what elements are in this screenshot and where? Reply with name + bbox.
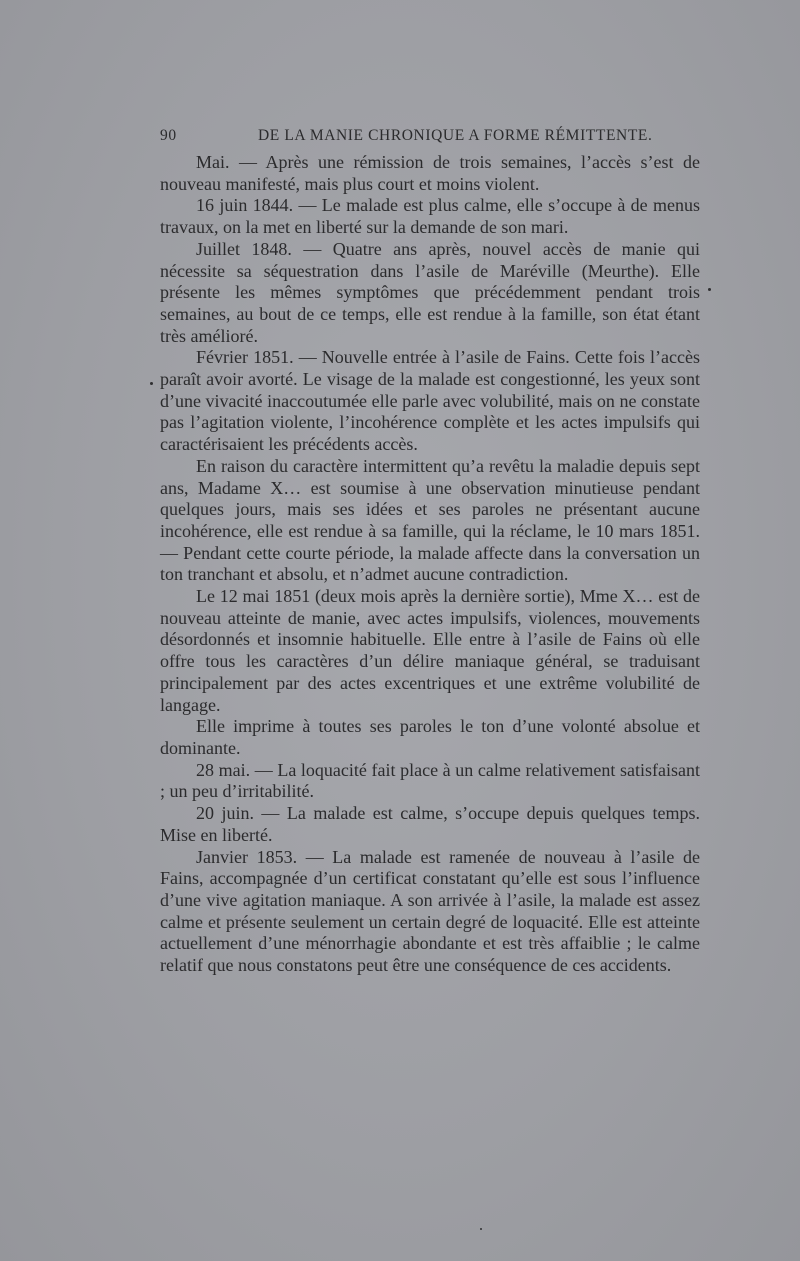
paragraph-june-20: 20 juin. — La malade est calme, s’occupe depuis quelques temps. Mise en liberté. — [160, 803, 700, 845]
paragraph-june-1844: 16 juin 1844. — Le malade est plus calme, elle s’occupe à de menus travaux, on la met en liberté sur la demande de son mari. — [160, 195, 700, 238]
page-header — [160, 127, 700, 149]
paragraph-may-28: 28 mai. — La loquacité fait place à un calme relativement satisfaisant ; un peu d’irritabilité. — [160, 759, 700, 802]
running-title: DE LA MANIE CHRONIQUE A FORME RÉMITTENTE. — [258, 127, 653, 144]
margin-speck — [480, 1228, 482, 1230]
paragraph-january-1853: Janvier 1853. — La malade est ramenée de nouveau à l’asile de Fains, accompagnée d’un certificat constatant qu’elle est sous l’influence d’une vive agitation maniaque. A son arrivée à l’asile, la malade est assez calme et présente seulement un certain degré de loquacité. Elle est atteinte actuellement d’une ménorrhagie abondante et est très affaiblie ; le calme relatif que nous constatons peut être une conséquence de ces accidents. — [160, 846, 700, 976]
paragraph-tone: Elle imprime à toutes ses paroles le ton d’une volonté absolue et dominante. — [160, 716, 700, 758]
paragraph-observation: En raison du caractère intermittent qu’a revêtu la maladie depuis sept ans, Madame X… est soumise à une observation minutieuse pendant quelques jours, mais ses idées et ses paroles ne présentant aucune incohérence, elle est rendue à sa famille, qui la réclame, le 10 mars 1851. — Pendant cette courte période, la malade affecte dans la conversation un ton tranchant et absolu, et n’admet aucune contradiction. — [160, 455, 700, 585]
margin-speck — [150, 382, 153, 385]
margin-speck — [708, 288, 711, 291]
paragraph-july-1848: Juillet 1848. — Quatre ans après, nouvel accès de manie qui nécessite sa séquestration dans l’asile de Maréville (Meurthe). Elle présente les mêmes symptômes que précédemment pendant trois semaines, au bout de ce temps, elle est rendue à la famille, son état étant très amélioré. — [160, 238, 700, 346]
paragraph-may-1851: Le 12 mai 1851 (deux mois après la dernière sortie), Mme X… est de nouveau atteinte de manie, avec actes impulsifs, violences, mouvements désordonnés et insomnie habituelle. Elle entre à l’asile de Fains où elle offre tous les caractères d’un délire maniaque général, se traduisant principalement par des actes excentriques et une extrême volubilité de langage. — [160, 586, 700, 715]
paragraph-may: Mai. — Après une rémission de trois semaines, l’accès s’est de nouveau manifesté, mais plus court et moins violent. — [160, 152, 700, 194]
paragraph-february-1851: Février 1851. — Nouvelle entrée à l’asile de Fains. Cette fois l’accès paraît avoir avorté. Le visage de la malade est congestionné, les yeux sont d’une vivacité inaccoutumée elle parle avec volubilité, mais on ne constate pas l’agitation violente, l’incohérence complète et les actes impulsifs qui caractérisaient les précédents accès. — [160, 347, 700, 455]
body-text — [160, 152, 700, 977]
page-number: 90 — [160, 127, 177, 144]
